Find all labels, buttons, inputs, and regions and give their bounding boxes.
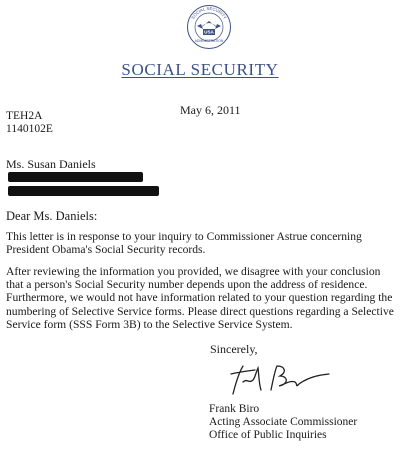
letter-date: May 6, 2011 xyxy=(180,103,241,117)
agency-name-heading: SOCIAL SECURITY xyxy=(121,60,279,79)
signer-name: Frank Biro xyxy=(209,403,260,415)
recipient-name: Ms. Susan Daniels xyxy=(6,157,96,171)
reference-code: TEH2A xyxy=(6,110,43,122)
svg-text:ADMINISTRATION: ADMINISTRATION xyxy=(194,39,224,43)
signer-office: Office of Public Inquiries xyxy=(209,429,327,441)
reference-code: 1140102E xyxy=(6,123,53,135)
closing: Sincerely, xyxy=(210,342,258,356)
redacted-address-line xyxy=(8,186,159,196)
redacted-address-line xyxy=(8,172,143,182)
seal-center-text: USA xyxy=(204,29,214,35)
svg-text:SOCIAL SECURITY: SOCIAL SECURITY xyxy=(190,5,228,21)
body-paragraph: After reviewing the information you provided, we disagree with your conclusion that a person's Social Security number depends upon the address of residence. Furthermore, we would not have information related to your question regarding the numbering of Selective Service forms. Please direct questions regarding a Selective Service form (SSS Form 3B) to the Selective Service System. xyxy=(6,265,394,331)
handwritten-signature xyxy=(225,360,335,398)
body-paragraph: This letter is in response to your inquiry to Commissioner Astrue concerning President Obama's Social Security records. xyxy=(6,230,362,257)
signer-title: Acting Associate Commissioner xyxy=(209,416,358,428)
salutation: Dear Ms. Daniels: xyxy=(6,209,98,223)
ssa-seal-logo xyxy=(186,4,232,50)
